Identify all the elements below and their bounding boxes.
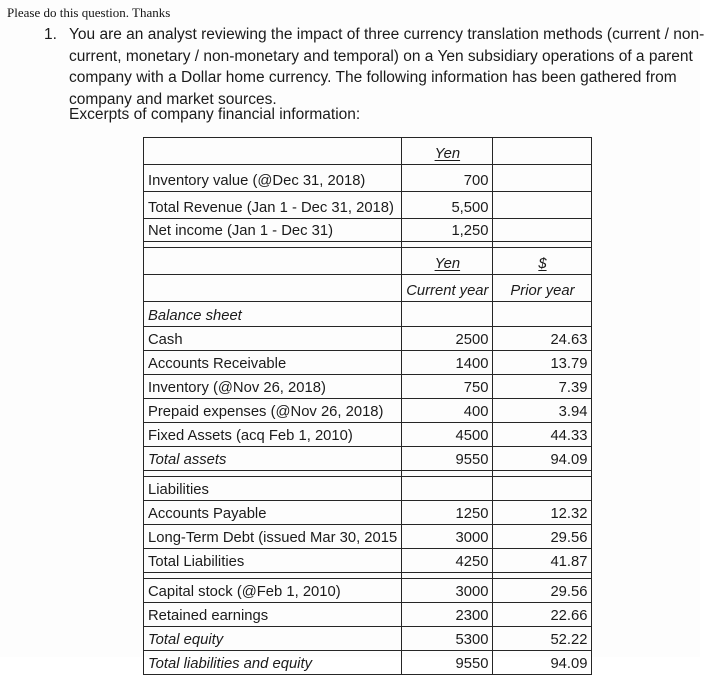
prior-year-header-cell: Prior year [493,275,592,302]
label-cell: Total Revenue (Jan 1 - Dec 31, 2018) [144,192,402,219]
usd-cell [493,477,592,501]
label-cell: Long-Term Debt (issued Mar 30, 2015 [144,525,402,549]
total-label-cell: Total equity [144,627,402,651]
usd-cell [493,302,592,327]
table-row [144,651,592,675]
table-row [144,549,592,573]
yen-cell: 9550 [402,447,493,471]
yen-cell [402,302,493,327]
label-cell: Capital stock (@Feb 1, 2010) [144,579,402,603]
table-row [144,302,592,327]
table-row [144,192,592,219]
table-row [144,351,592,375]
usd-cell [493,219,592,242]
section-title-cell: Balance sheet [144,302,402,327]
label-cell: Inventory (@Nov 26, 2018) [144,375,402,399]
table-row [144,579,592,603]
table-row [144,447,592,471]
excerpts-heading: Excerpts of company financial information: [69,106,361,123]
label-cell: Total Liabilities [144,549,402,573]
usd-cell: 29.56 [493,525,592,549]
table-row [144,603,592,627]
table-row [144,138,592,165]
question-number: 1. [44,26,57,43]
yen-cell: 2300 [402,603,493,627]
yen-cell: 3000 [402,525,493,549]
label-cell [144,275,402,302]
table-row [144,327,592,351]
question-line: company with a Dollar home currency. The following information has been gathered from [69,69,677,87]
label-cell: Prepaid expenses (@Nov 26, 2018) [144,399,402,423]
usd-cell [493,192,592,219]
usd-cell: 13.79 [493,351,592,375]
current-year-header-cell: Current year [402,275,493,302]
usd-cell: 94.09 [493,447,592,471]
question-text [69,24,704,110]
yen-cell: 1250 [402,501,493,525]
usd-cell [493,165,592,192]
yen-cell: 700 [402,165,493,192]
table-row [144,627,592,651]
table-row [144,525,592,549]
table-row [144,248,592,275]
usd-cell: 22.66 [493,603,592,627]
yen-cell: 9550 [402,651,493,675]
usd-cell: 24.63 [493,327,592,351]
label-cell: Cash [144,327,402,351]
usd-cell: 94.09 [493,651,592,675]
usd-cell: 52.22 [493,627,592,651]
question-line: You are an analyst reviewing the impact of three currency translation methods (current / non- [69,26,704,43]
yen-header-cell: Yen [402,248,493,275]
label-cell: Accounts Payable [144,501,402,525]
table-row [144,275,592,302]
table-row [144,399,592,423]
financial-table [143,137,592,675]
table-row [144,165,592,192]
usd-header-cell: $ [493,248,592,275]
table-row [144,501,592,525]
label-cell: Accounts Receivable [144,351,402,375]
yen-cell: 400 [402,399,493,423]
yen-cell: 750 [402,375,493,399]
table-row [144,375,592,399]
yen-cell: 5,500 [402,192,493,219]
total-label-cell: Total assets [144,447,402,471]
label-cell: Fixed Assets (acq Feb 1, 2010) [144,423,402,447]
usd-cell: 29.56 [493,579,592,603]
total-label-cell: Total liabilities and equity [144,651,402,675]
label-cell: Net income (Jan 1 - Dec 31) [144,219,402,242]
question-item [44,24,704,110]
usd-cell: 12.32 [493,501,592,525]
yen-cell [402,477,493,501]
usd-cell [493,138,592,165]
header-note: Please do this question. Thanks [7,5,171,20]
usd-cell: 41.87 [493,549,592,573]
yen-cell: 5300 [402,627,493,651]
yen-header-cell: Yen [402,138,493,165]
yen-cell: 1400 [402,351,493,375]
question-line: current, monetary / non-monetary and temporal) on a Yen subsidiary operations of a parent [69,47,693,65]
yen-cell: 3000 [402,579,493,603]
table-row [144,219,592,242]
label-cell: Inventory value (@Dec 31, 2018) [144,165,402,192]
yen-cell: 4250 [402,549,493,573]
table-row [144,423,592,447]
table-row [144,477,592,501]
section-title-cell: Liabilities [144,477,402,501]
usd-cell: 7.39 [493,375,592,399]
yen-cell: 1,250 [402,219,493,242]
yen-cell: 2500 [402,327,493,351]
yen-cell: 4500 [402,423,493,447]
label-cell [144,138,402,165]
usd-cell: 44.33 [493,423,592,447]
label-cell: Retained earnings [144,603,402,627]
question-line: company and market sources. [69,90,277,108]
usd-cell: 3.94 [493,399,592,423]
label-cell [144,248,402,275]
